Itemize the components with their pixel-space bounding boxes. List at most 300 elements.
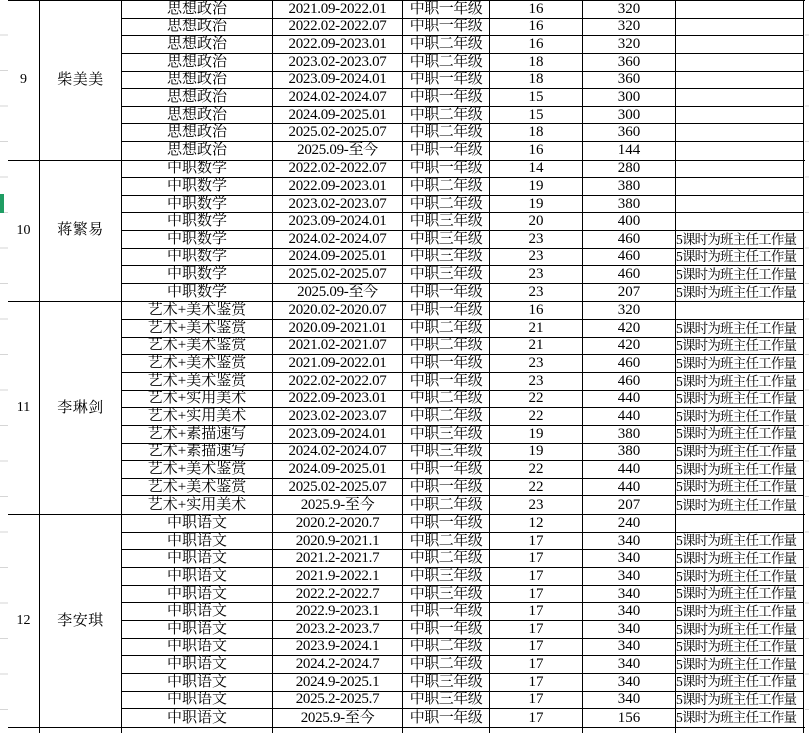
table-row: [122, 320, 804, 338]
cell-hours[interactable]: 23: [490, 373, 583, 390]
cell-grade[interactable]: 中职三年级: [403, 674, 490, 691]
cell-period[interactable]: 2022.2-2022.7: [273, 586, 403, 603]
cell-subject[interactable]: 思想政治: [122, 36, 273, 53]
cell-note[interactable]: [676, 1, 804, 18]
cell-subject[interactable]: 艺术+美术鉴赏: [122, 479, 273, 496]
cell-note[interactable]: 5课时为班主任工作量: [676, 639, 804, 656]
cell-period[interactable]: 2024.02-2024.07: [273, 89, 403, 106]
table-row: [122, 656, 804, 674]
cell-row-number[interactable]: 9: [8, 1, 40, 160]
cell-period[interactable]: 2023.2-2023.7: [273, 621, 403, 638]
cell-subject[interactable]: 思想政治: [122, 54, 273, 71]
cell-note[interactable]: 5课时为班主任工作量: [676, 461, 804, 478]
cell-note[interactable]: 5课时为班主任工作量: [676, 709, 804, 727]
cell-subject[interactable]: 中职数学: [122, 161, 273, 178]
cell-subject[interactable]: 思想政治: [122, 1, 273, 18]
cell-grade[interactable]: 中职一年级: [403, 709, 490, 727]
cell-note[interactable]: 5课时为班主任工作量: [676, 231, 804, 248]
table-row: [122, 674, 804, 692]
table-row: [122, 231, 804, 249]
cell-grade[interactable]: 中职二年级: [403, 178, 490, 195]
table-row: [122, 391, 804, 409]
table-row: [122, 479, 804, 497]
cell-period[interactable]: 2023.09-2024.01: [273, 426, 403, 443]
cell-hours[interactable]: 19: [490, 444, 583, 461]
cell-row-number[interactable]: 12: [8, 515, 40, 727]
cell-period[interactable]: 2023.02-2023.07: [273, 54, 403, 71]
cell-hours[interactable]: 22: [490, 391, 583, 408]
cell-subject[interactable]: 中职语文: [122, 709, 273, 727]
cell-period[interactable]: 2025.09-至今: [273, 284, 403, 302]
cell-teacher-name[interactable]: 柴美美: [40, 1, 122, 160]
section-rows: [122, 302, 804, 514]
table-row: [122, 709, 804, 727]
cell-period[interactable]: 2021.9-2022.1: [273, 568, 403, 585]
cell-total[interactable]: 144: [583, 142, 676, 160]
cell-grade[interactable]: 中职二年级: [403, 639, 490, 656]
cell-subject[interactable]: 中职语文: [122, 656, 273, 673]
cell-hours[interactable]: 17: [490, 621, 583, 638]
cell-hours[interactable]: 21: [490, 320, 583, 337]
table-row: [122, 196, 804, 214]
cell-total[interactable]: 380: [583, 196, 676, 213]
cell-hours[interactable]: 23: [490, 284, 583, 302]
cell-grade[interactable]: 中职二年级: [403, 656, 490, 673]
cell-grade[interactable]: 中职二年级: [403, 391, 490, 408]
cell-grade[interactable]: 中职三年级: [403, 444, 490, 461]
cell-teacher-name[interactable]: 李琳剑: [40, 302, 122, 514]
partial-next-row: [8, 728, 805, 733]
cell-note[interactable]: 5课时为班主任工作量: [676, 338, 804, 355]
partial-cell: [273, 728, 403, 733]
cell-hours[interactable]: 18: [490, 54, 583, 71]
cell-grade[interactable]: 中职一年级: [403, 89, 490, 106]
cell-total[interactable]: 340: [583, 639, 676, 656]
cell-total[interactable]: 207: [583, 284, 676, 302]
cell-period[interactable]: 2022.09-2023.01: [273, 391, 403, 408]
cell-note[interactable]: 5课时为班主任工作量: [676, 391, 804, 408]
row-selection-marker: [0, 194, 4, 213]
cell-note[interactable]: 5课时为班主任工作量: [676, 266, 804, 283]
cell-hours[interactable]: 17: [490, 533, 583, 550]
cell-note[interactable]: [676, 124, 804, 141]
cell-total[interactable]: 156: [583, 709, 676, 727]
cell-grade[interactable]: 中职三年级: [403, 249, 490, 266]
cell-total[interactable]: 460: [583, 373, 676, 390]
cell-subject[interactable]: 中职数学: [122, 178, 273, 195]
cell-note[interactable]: 5课时为班主任工作量: [676, 586, 804, 603]
cell-total[interactable]: 440: [583, 408, 676, 425]
cell-total[interactable]: 420: [583, 320, 676, 337]
table-row: [122, 692, 804, 710]
cell-hours[interactable]: 23: [490, 496, 583, 514]
cell-grade[interactable]: 中职一年级: [403, 302, 490, 319]
table-row: [122, 36, 804, 54]
cell-period[interactable]: 2022.09-2023.01: [273, 178, 403, 195]
cell-total[interactable]: 420: [583, 338, 676, 355]
cell-subject[interactable]: 思想政治: [122, 89, 273, 106]
cell-period[interactable]: 2020.02-2020.07: [273, 302, 403, 319]
cell-note[interactable]: 5课时为班主任工作量: [676, 426, 804, 443]
cell-hours[interactable]: 15: [490, 89, 583, 106]
cell-subject[interactable]: 艺术+美术鉴赏: [122, 373, 273, 390]
cell-grade[interactable]: 中职一年级: [403, 515, 490, 532]
cell-note[interactable]: [676, 161, 804, 178]
partial-cell: [403, 728, 490, 733]
teacher-section: [8, 515, 805, 728]
cell-period[interactable]: 2025.02-2025.07: [273, 479, 403, 496]
cell-hours[interactable]: 23: [490, 355, 583, 372]
cell-subject[interactable]: 思想政治: [122, 124, 273, 141]
cell-total[interactable]: 320: [583, 1, 676, 18]
cell-note[interactable]: [676, 196, 804, 213]
cell-subject[interactable]: 思想政治: [122, 19, 273, 36]
cell-hours[interactable]: 17: [490, 568, 583, 585]
cell-total[interactable]: 400: [583, 213, 676, 230]
cell-note[interactable]: 5课时为班主任工作量: [676, 496, 804, 514]
cell-period[interactable]: 2024.2-2024.7: [273, 656, 403, 673]
cell-grade[interactable]: 中职三年级: [403, 213, 490, 230]
table-row: [122, 284, 804, 302]
table-row: [122, 124, 804, 142]
cell-hours[interactable]: 22: [490, 479, 583, 496]
cell-hours[interactable]: 23: [490, 231, 583, 248]
cell-hours[interactable]: 15: [490, 107, 583, 124]
cell-total[interactable]: 300: [583, 107, 676, 124]
cell-period[interactable]: 2021.2-2021.7: [273, 550, 403, 567]
table-row: [122, 107, 804, 125]
table-row: [122, 444, 804, 462]
cell-grade[interactable]: 中职二年级: [403, 107, 490, 124]
table-row: [122, 568, 804, 586]
cell-period[interactable]: 2024.09-2025.01: [273, 461, 403, 478]
cell-teacher-name[interactable]: 蒋繁易: [40, 161, 122, 302]
cell-grade[interactable]: 中职一年级: [403, 142, 490, 160]
cell-grade[interactable]: 中职二年级: [403, 54, 490, 71]
cell-note[interactable]: 5课时为班主任工作量: [676, 550, 804, 567]
cell-total[interactable]: 360: [583, 72, 676, 89]
cell-subject[interactable]: 中职语文: [122, 674, 273, 691]
cell-period[interactable]: 2023.02-2023.07: [273, 196, 403, 213]
cell-grade[interactable]: 中职一年级: [403, 19, 490, 36]
cell-note[interactable]: [676, 36, 804, 53]
cell-hours[interactable]: 17: [490, 586, 583, 603]
cell-note[interactable]: 5课时为班主任工作量: [676, 249, 804, 266]
table-row: [122, 586, 804, 604]
cell-subject[interactable]: 中职数学: [122, 284, 273, 302]
cell-subject[interactable]: 中职数学: [122, 266, 273, 283]
cell-hours[interactable]: 16: [490, 302, 583, 319]
cell-subject[interactable]: 中职数学: [122, 249, 273, 266]
cell-total[interactable]: 380: [583, 426, 676, 443]
cell-hours[interactable]: 14: [490, 161, 583, 178]
cell-hours[interactable]: 17: [490, 656, 583, 673]
cell-period[interactable]: 2022.09-2023.01: [273, 36, 403, 53]
cell-subject[interactable]: 艺术+素描速写: [122, 444, 273, 461]
table-row: [122, 142, 804, 160]
cell-note[interactable]: [676, 142, 804, 160]
cell-subject[interactable]: 中职语文: [122, 550, 273, 567]
cell-period[interactable]: 2020.2-2020.7: [273, 515, 403, 532]
table-row: [122, 161, 804, 179]
cell-total[interactable]: 460: [583, 355, 676, 372]
table-row: [122, 355, 804, 373]
cell-subject[interactable]: 思想政治: [122, 142, 273, 160]
cell-row-number[interactable]: 11: [8, 302, 40, 514]
cell-note[interactable]: [676, 72, 804, 89]
cell-period[interactable]: 2024.09-2025.01: [273, 249, 403, 266]
cell-period[interactable]: 2022.02-2022.07: [273, 161, 403, 178]
cell-grade[interactable]: 中职三年级: [403, 568, 490, 585]
cell-subject[interactable]: 思想政治: [122, 107, 273, 124]
cell-period[interactable]: 2024.9-2025.1: [273, 674, 403, 691]
cell-note[interactable]: 5课时为班主任工作量: [676, 479, 804, 496]
cell-grade[interactable]: 中职二年级: [403, 196, 490, 213]
cell-period[interactable]: 2023.09-2024.01: [273, 213, 403, 230]
cell-grade[interactable]: 中职一年级: [403, 284, 490, 302]
cell-subject[interactable]: 中职语文: [122, 515, 273, 532]
cell-grade[interactable]: 中职三年级: [403, 231, 490, 248]
cell-grade[interactable]: 中职一年级: [403, 1, 490, 18]
cell-note[interactable]: [676, 107, 804, 124]
cell-grade[interactable]: 中职二年级: [403, 36, 490, 53]
cell-period[interactable]: 2021.02-2021.07: [273, 338, 403, 355]
cell-subject[interactable]: 艺术+素描速写: [122, 426, 273, 443]
cell-subject[interactable]: 中职语文: [122, 621, 273, 638]
cell-grade[interactable]: 中职三年级: [403, 266, 490, 283]
cell-total[interactable]: 320: [583, 302, 676, 319]
cell-total[interactable]: 380: [583, 178, 676, 195]
cell-subject[interactable]: 中职语文: [122, 586, 273, 603]
cell-period[interactable]: 2023.02-2023.07: [273, 408, 403, 425]
workload-table: [8, 0, 805, 733]
cell-hours[interactable]: 17: [490, 603, 583, 620]
cell-hours[interactable]: 21: [490, 338, 583, 355]
cell-total[interactable]: 340: [583, 550, 676, 567]
cell-grade[interactable]: 中职一年级: [403, 373, 490, 390]
cell-total[interactable]: 240: [583, 515, 676, 532]
cell-grade[interactable]: 中职一年级: [403, 461, 490, 478]
teacher-section: [8, 1, 805, 161]
cell-note[interactable]: 5课时为班主任工作量: [676, 320, 804, 337]
cell-subject[interactable]: 艺术+美术鉴赏: [122, 338, 273, 355]
cell-hours[interactable]: 16: [490, 1, 583, 18]
cell-note[interactable]: 5课时为班主任工作量: [676, 355, 804, 372]
partial-cell: [8, 728, 40, 733]
table-row: [122, 19, 804, 37]
cell-subject[interactable]: 中职数学: [122, 196, 273, 213]
cell-note[interactable]: 5课时为班主任工作量: [676, 656, 804, 673]
partial-cell: [583, 728, 676, 733]
cell-grade[interactable]: 中职一年级: [403, 72, 490, 89]
cell-total[interactable]: 340: [583, 674, 676, 691]
cell-hours[interactable]: 17: [490, 639, 583, 656]
cell-hours[interactable]: 20: [490, 213, 583, 230]
cell-total[interactable]: 300: [583, 89, 676, 106]
table-row: [122, 1, 804, 19]
partial-cell: [122, 728, 273, 733]
cell-note[interactable]: [676, 89, 804, 106]
cell-total[interactable]: 207: [583, 496, 676, 514]
cell-hours[interactable]: 19: [490, 178, 583, 195]
cell-period[interactable]: 2025.02-2025.07: [273, 266, 403, 283]
cell-grade[interactable]: 中职一年级: [403, 355, 490, 372]
cell-total[interactable]: 360: [583, 124, 676, 141]
partial-cell: [490, 728, 583, 733]
cell-hours[interactable]: 17: [490, 674, 583, 691]
cell-subject[interactable]: 中职语文: [122, 692, 273, 709]
cell-note[interactable]: 5课时为班主任工作量: [676, 533, 804, 550]
cell-grade[interactable]: 中职三年级: [403, 692, 490, 709]
cell-note[interactable]: 5课时为班主任工作量: [676, 692, 804, 709]
cell-grade[interactable]: 中职三年级: [403, 586, 490, 603]
cell-subject[interactable]: 中职数学: [122, 231, 273, 248]
cell-period[interactable]: 2022.02-2022.07: [273, 373, 403, 390]
cell-hours[interactable]: 16: [490, 142, 583, 160]
cell-teacher-name[interactable]: 李安琪: [40, 515, 122, 727]
cell-total[interactable]: 440: [583, 479, 676, 496]
cell-total[interactable]: 340: [583, 568, 676, 585]
cell-note[interactable]: [676, 302, 804, 319]
cell-period[interactable]: 2022.02-2022.07: [273, 19, 403, 36]
cell-period[interactable]: 2021.09-2022.01: [273, 1, 403, 18]
cell-hours[interactable]: 22: [490, 408, 583, 425]
right-gutter-column: [805, 0, 809, 733]
cell-period[interactable]: 2021.09-2022.01: [273, 355, 403, 372]
cell-subject[interactable]: 艺术+美术鉴赏: [122, 355, 273, 372]
cell-hours[interactable]: 16: [490, 19, 583, 36]
cell-note[interactable]: 5课时为班主任工作量: [676, 284, 804, 302]
cell-grade[interactable]: 中职二年级: [403, 533, 490, 550]
cell-note[interactable]: 5课时为班主任工作量: [676, 408, 804, 425]
cell-subject[interactable]: 艺术+美术鉴赏: [122, 302, 273, 319]
cell-total[interactable]: 320: [583, 19, 676, 36]
cell-total[interactable]: 340: [583, 533, 676, 550]
table-row: [122, 54, 804, 72]
table-row: [122, 89, 804, 107]
cell-note[interactable]: [676, 515, 804, 532]
cell-note[interactable]: [676, 213, 804, 230]
cell-period[interactable]: 2025.09-至今: [273, 142, 403, 160]
cell-total[interactable]: 340: [583, 586, 676, 603]
cell-note[interactable]: [676, 19, 804, 36]
cell-period[interactable]: 2024.02-2024.07: [273, 231, 403, 248]
cell-subject[interactable]: 艺术+实用美术: [122, 408, 273, 425]
cell-note[interactable]: 5课时为班主任工作量: [676, 568, 804, 585]
cell-grade[interactable]: 中职一年级: [403, 603, 490, 620]
section-rows: [122, 161, 804, 302]
cell-total[interactable]: 460: [583, 249, 676, 266]
teacher-section: [8, 302, 805, 515]
table-row: [122, 213, 804, 231]
cell-grade[interactable]: 中职二年级: [403, 408, 490, 425]
cell-hours[interactable]: 19: [490, 196, 583, 213]
cell-subject[interactable]: 中职语文: [122, 568, 273, 585]
cell-note[interactable]: [676, 54, 804, 71]
partial-cell: [40, 728, 122, 733]
cell-grade[interactable]: 中职二年级: [403, 320, 490, 337]
cell-period[interactable]: 2024.09-2025.01: [273, 107, 403, 124]
cell-period[interactable]: 2025.9-至今: [273, 496, 403, 514]
table-row: [122, 373, 804, 391]
cell-total[interactable]: 320: [583, 36, 676, 53]
cell-period[interactable]: 2025.02-2025.07: [273, 124, 403, 141]
cell-total[interactable]: 280: [583, 161, 676, 178]
cell-total[interactable]: 340: [583, 621, 676, 638]
cell-period[interactable]: 2020.9-2021.1: [273, 533, 403, 550]
cell-total[interactable]: 440: [583, 461, 676, 478]
cell-grade[interactable]: 中职二年级: [403, 124, 490, 141]
cell-total[interactable]: 380: [583, 444, 676, 461]
cell-period[interactable]: 2020.09-2021.01: [273, 320, 403, 337]
teacher-section: [8, 161, 805, 303]
cell-total[interactable]: 360: [583, 54, 676, 71]
cell-period[interactable]: 2023.9-2024.1: [273, 639, 403, 656]
table-row: [122, 338, 804, 356]
cell-hours[interactable]: 23: [490, 249, 583, 266]
cell-total[interactable]: 440: [583, 391, 676, 408]
cell-note[interactable]: [676, 178, 804, 195]
cell-subject[interactable]: 艺术+美术鉴赏: [122, 461, 273, 478]
cell-total[interactable]: 460: [583, 231, 676, 248]
cell-total[interactable]: 460: [583, 266, 676, 283]
cell-grade[interactable]: 中职三年级: [403, 426, 490, 443]
cell-hours[interactable]: 17: [490, 709, 583, 727]
cell-subject[interactable]: 中职数学: [122, 213, 273, 230]
cell-grade[interactable]: 中职一年级: [403, 621, 490, 638]
cell-hours[interactable]: 22: [490, 461, 583, 478]
cell-subject[interactable]: 艺术+实用美术: [122, 496, 273, 514]
cell-subject[interactable]: 中职语文: [122, 639, 273, 656]
cell-period[interactable]: 2025.9-至今: [273, 709, 403, 727]
cell-note[interactable]: 5课时为班主任工作量: [676, 621, 804, 638]
table-row: [122, 533, 804, 551]
table-row: [122, 408, 804, 426]
cell-subject[interactable]: 思想政治: [122, 72, 273, 89]
cell-row-number[interactable]: 10: [8, 161, 40, 302]
cell-subject[interactable]: 艺术+实用美术: [122, 391, 273, 408]
cell-hours[interactable]: 18: [490, 124, 583, 141]
cell-hours[interactable]: 16: [490, 36, 583, 53]
cell-hours[interactable]: 12: [490, 515, 583, 532]
cell-period[interactable]: 2025.2-2025.7: [273, 692, 403, 709]
cell-hours[interactable]: 17: [490, 692, 583, 709]
cell-period[interactable]: 2022.9-2023.1: [273, 603, 403, 620]
cell-note[interactable]: 5课时为班主任工作量: [676, 373, 804, 390]
cell-note[interactable]: 5课时为班主任工作量: [676, 674, 804, 691]
cell-note[interactable]: 5课时为班主任工作量: [676, 603, 804, 620]
cell-hours[interactable]: 17: [490, 550, 583, 567]
cell-hours[interactable]: 18: [490, 72, 583, 89]
cell-period[interactable]: 2024.02-2024.07: [273, 444, 403, 461]
cell-subject[interactable]: 艺术+美术鉴赏: [122, 320, 273, 337]
cell-grade[interactable]: 中职二年级: [403, 550, 490, 567]
cell-period[interactable]: 2023.09-2024.01: [273, 72, 403, 89]
cell-grade[interactable]: 中职一年级: [403, 161, 490, 178]
cell-total[interactable]: 340: [583, 692, 676, 709]
table-row: [122, 603, 804, 621]
cell-total[interactable]: 340: [583, 656, 676, 673]
cell-subject[interactable]: 中职语文: [122, 603, 273, 620]
cell-note[interactable]: 5课时为班主任工作量: [676, 444, 804, 461]
cell-grade[interactable]: 中职一年级: [403, 479, 490, 496]
cell-hours[interactable]: 23: [490, 266, 583, 283]
cell-total[interactable]: 340: [583, 603, 676, 620]
cell-subject[interactable]: 中职语文: [122, 533, 273, 550]
cell-hours[interactable]: 19: [490, 426, 583, 443]
cell-grade[interactable]: 中职二年级: [403, 496, 490, 514]
cell-grade[interactable]: 中职二年级: [403, 338, 490, 355]
